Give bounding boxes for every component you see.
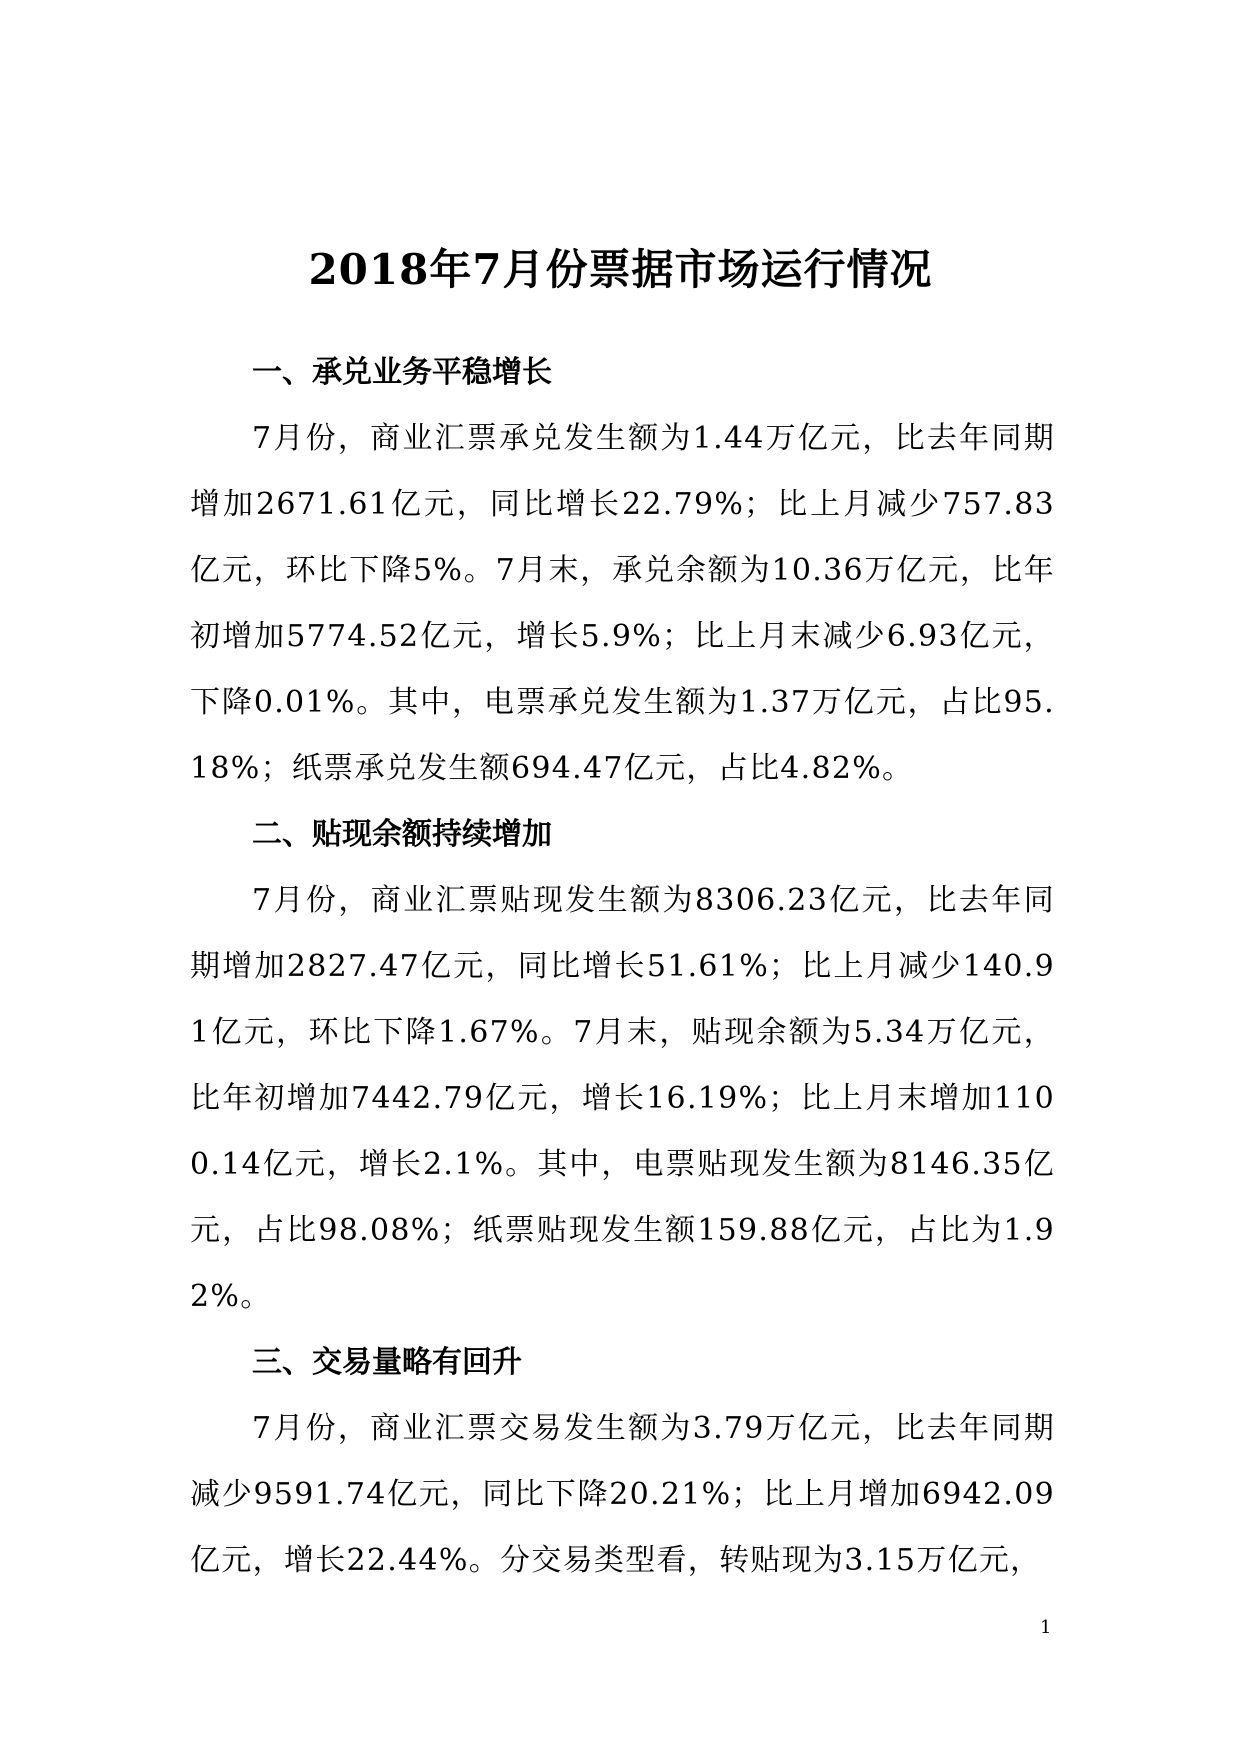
section-paragraph: 7月份，商业汇票交易发生额为3.79万亿元，比去年同期减少9591.74亿元，同比下降20.21%；比上月增加6942.09亿元，增长22.44%。分交易类型看，转贴现为3.15万亿元，	[190, 1411, 1055, 1578]
section-heading: 一、承兑业务平稳增长	[252, 355, 552, 390]
page-number: 1	[1040, 1617, 1052, 1638]
section-paragraph: 7月份，商业汇票贴现发生额为8306.23亿元，比去年同期增加2827.47亿元，同比增长51.61%；比上月减少140.91亿元，环比下降1.67%。7月末，贴现余额为5.34万亿元，比年初增加7442.79亿元，增长16.19%；比上月末增加1100.14亿元，增长2.1%。其中，电票贴现发生额为8146.35亿元，占比98.08%；纸票贴现发生额159.88亿元，占比为1.92%。	[190, 883, 1055, 1314]
section-paragraph: 7月份，商业汇票承兑发生额为1.44万亿元，比去年同期增加2671.61亿元，同比增长22.79%；比上月减少757.83亿元，环比下降5%。7月末，承兑余额为10.36万亿元，比年初增加5774.52亿元，增长5.9%；比上月末减少6.93亿元，下降0.01%。其中，电票承兑发生额为1.37万亿元，占比95.18%；纸票承兑发生额694.47亿元，占比4.82%。	[190, 421, 1055, 786]
section-discount	[190, 802, 1055, 1330]
document-body	[190, 340, 1055, 1594]
section-trading	[190, 1330, 1055, 1594]
section-acceptance	[190, 340, 1055, 802]
section-heading: 二、贴现余额持续增加	[252, 817, 552, 852]
document-title: 2018年7月份票据市场运行情况	[308, 245, 933, 295]
section-heading: 三、交易量略有回升	[252, 1345, 522, 1380]
